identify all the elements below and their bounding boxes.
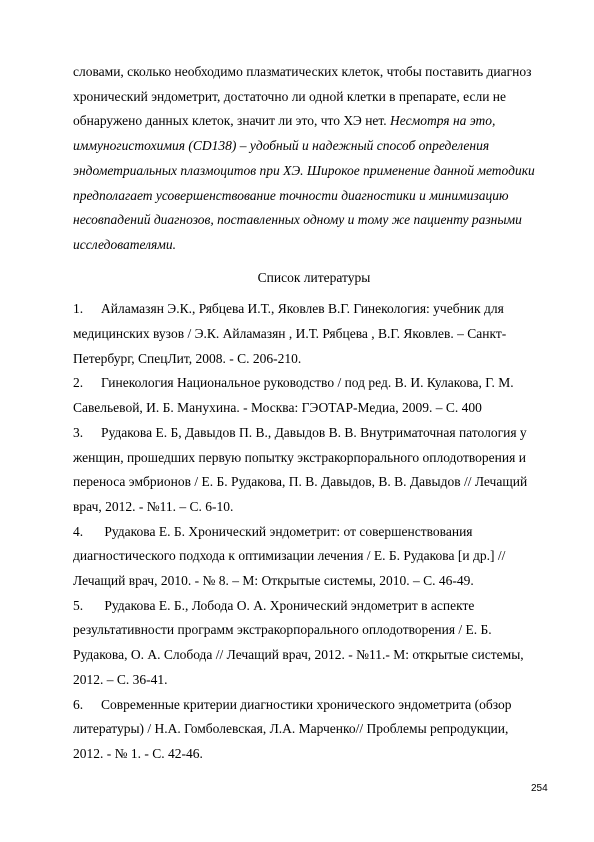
reference-text: переноса эмбрионов / Е. Б. Рудакова, П. В. Давыдов, В. В. Давыдов // Лечащий: [73, 474, 528, 490]
reference-text: Гинекология Национальное руководство / под ред. В. И. Кулакова, Г. М.: [101, 375, 514, 391]
reference-text: медицинских вузов / Э.К. Айламазян , И.Т. Рябцева , В.Г. Яковлев. – Санкт-: [73, 326, 507, 342]
reference-text: Петербург, СпецЛит, 2008. - С. 206-210.: [73, 350, 302, 366]
reference-text: Рудакова Е. Б., Лобода О. А. Хронический эндометрит в аспекте: [101, 597, 475, 613]
paragraph-line: [73, 109, 555, 134]
reference-number: 6.: [73, 696, 84, 712]
reference-number: 1.: [73, 301, 84, 317]
page-content: [73, 60, 555, 767]
paragraph-line-italic: эндометриальных плазмоцитов при ХЭ. Широкое применение данной методики: [73, 162, 535, 178]
paragraph-line-italic: иммуногистохимия (CD138) – удобный и надежный способ определения: [73, 138, 490, 154]
paragraph-text: обнаружено данных клеток, значит ли это, что ХЭ нет.: [73, 113, 391, 129]
reference-text: врач, 2012. - №11. – С. 6-10.: [73, 498, 234, 514]
reference-item: [73, 371, 555, 420]
reference-text: 2012. - № 1. - С. 42-46.: [73, 745, 203, 761]
reference-item: [73, 693, 555, 767]
paragraph-italic-text: Несмотря на это,: [390, 113, 496, 129]
reference-text: Современные критерии диагностики хронического эндометрита (обзор: [101, 696, 512, 712]
paragraph-line-italic: предполагает усовершенствование точности диагностики и минимизацию: [73, 187, 509, 203]
reference-list: [73, 297, 555, 766]
reference-item: [73, 421, 555, 520]
reference-text: Рудакова Е. Б, Давыдов П. В., Давыдов В. В. Внутриматочная патология у: [101, 424, 527, 440]
page-number: 254: [531, 783, 548, 794]
reference-text: женщин, прошедших первую попытку экстракорпорального оплодотворения и: [73, 449, 526, 465]
reference-text: Рудакова, О. А. Слобода // Лечащий врач, 2012. - №11.- М: открытые системы,: [73, 647, 524, 663]
reference-text: результативности программ экстракорпорального оплодотворения / Е. Б.: [73, 622, 492, 638]
paragraph-line: хронический эндометрит, достаточно ли одной клетки в препарате, если не: [73, 88, 507, 104]
paragraph-line: словами, сколько необходимо плазматических клеток, чтобы поставить диагноз: [73, 64, 532, 79]
reference-number: 5.: [73, 597, 84, 613]
reference-text: Рудакова Е. Б. Хронический эндометрит: от совершенствования: [101, 523, 473, 539]
reference-text: литературы) / Н.А. Гомболевская, Л.А. Марченко// Проблемы репродукции,: [73, 721, 509, 737]
references-heading: Список литературы: [257, 269, 371, 285]
paragraph-line-italic: несовпадений диагнозов, поставленных одному и тому же пациенту разными: [73, 212, 522, 228]
reference-number: 2.: [73, 375, 84, 391]
reference-text: диагностического подхода к оптимизации лечения / Е. Б. Рудакова [и др.] //: [73, 548, 506, 564]
body-paragraph: [73, 60, 555, 258]
reference-item: [73, 594, 555, 693]
reference-item: [73, 520, 555, 594]
reference-text: Айламазян Э.К., Рябцева И.Т., Яковлев В.Г. Гинекология: учебник для: [101, 301, 504, 317]
reference-item: [73, 297, 555, 371]
reference-number: 3.: [73, 424, 84, 440]
reference-number: 4.: [73, 523, 84, 539]
reference-text: 2012. – С. 36-41.: [73, 671, 168, 687]
paragraph-line-italic: исследователями.: [73, 236, 177, 252]
reference-text: Савельевой, И. Б. Манухина. - Москва: ГЭОТАР-Медиа, 2009. – С. 400: [73, 400, 482, 416]
reference-text: Лечащий врач, 2010. - № 8. – М: Открытые системы, 2010. – С. 46-49.: [73, 573, 474, 589]
